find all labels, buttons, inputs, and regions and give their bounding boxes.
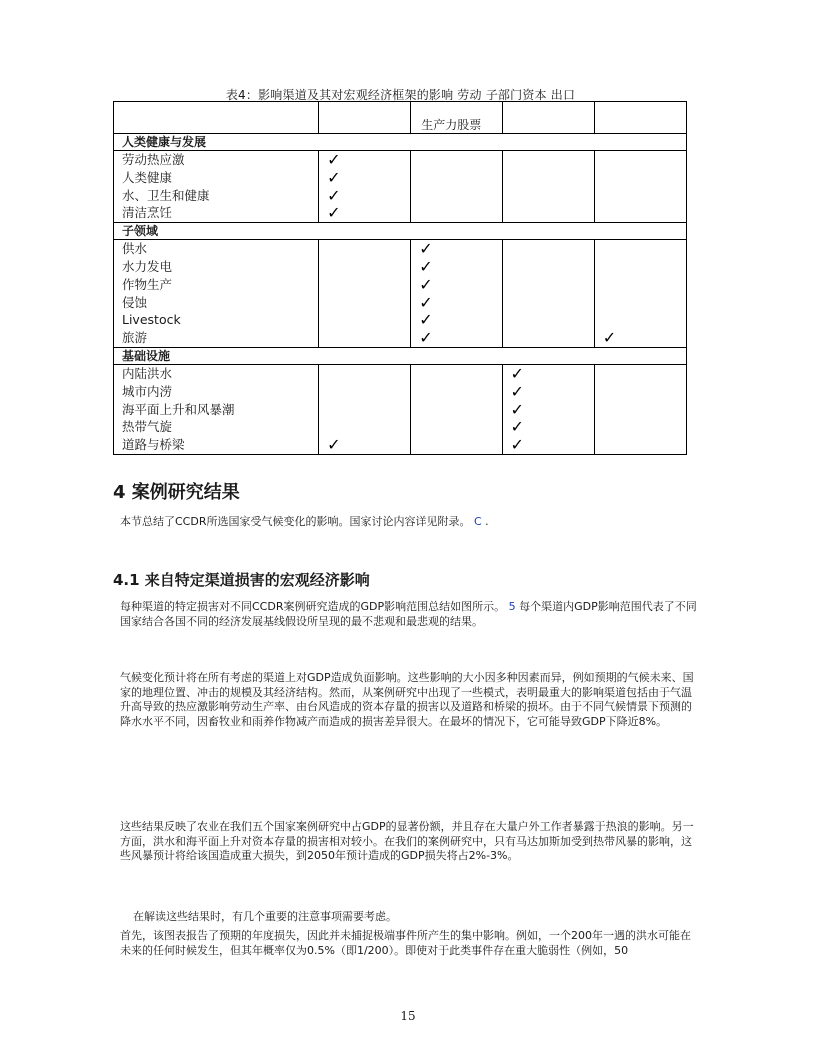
table-section-body: [114, 364, 687, 454]
check-slot: [503, 276, 594, 294]
check-slot: [319, 258, 410, 276]
header-cell-1: [319, 102, 411, 134]
check-slot: [319, 204, 410, 222]
check-slot: [503, 401, 594, 419]
check-slot: [503, 204, 594, 222]
check-slot: [595, 294, 686, 312]
checkmark-icon: ✓: [510, 399, 524, 419]
channel-label: 水、卫生和健康: [122, 187, 210, 203]
channel-label: 海平面上升和风暴潮: [122, 401, 235, 417]
check-slot: [503, 436, 594, 454]
table-header-row: [114, 102, 687, 134]
header-cell-productivity-stock: 生产力股票: [411, 102, 502, 134]
channel-label: 旅游: [122, 330, 148, 346]
check-slot: [595, 401, 686, 419]
check-slot: [411, 240, 501, 258]
check-slot: [319, 383, 410, 401]
check-slot: [319, 365, 410, 383]
check-slot: [411, 151, 501, 169]
paragraph-caveats-intro: 在解读这些结果时，有几个重要的注意事项需要考虑。: [133, 910, 397, 923]
impact-column-cell: [594, 151, 686, 223]
channel-label-cell: [114, 364, 319, 454]
impact-column-cell: [319, 240, 411, 348]
channel-label: 水力发电: [122, 258, 173, 274]
check-slot: [595, 204, 686, 222]
check-slot: [411, 383, 501, 401]
check-slot: [503, 169, 594, 187]
channel-label-cell: [114, 240, 319, 348]
check-slot: [319, 294, 410, 312]
check-slot: [411, 401, 501, 419]
check-slot: [595, 169, 686, 187]
check-slot: [595, 151, 686, 169]
check-slot: [411, 169, 501, 187]
check-slot: [595, 383, 686, 401]
impact-column-cell: [502, 151, 594, 223]
table-section-header: [114, 347, 687, 364]
check-slot: [319, 169, 410, 187]
impact-column-cell: [502, 364, 594, 454]
channel-label: 热带气旋: [122, 419, 173, 435]
checkmark-icon: ✓: [510, 417, 524, 437]
impact-column-cell: [319, 151, 411, 223]
checkmark-icon: ✓: [327, 167, 341, 187]
check-slot: [411, 418, 501, 436]
check-slot: [595, 258, 686, 276]
page-number: 15: [400, 1009, 416, 1023]
check-slot: [595, 311, 686, 329]
checkmark-icon: ✓: [510, 435, 524, 455]
impact-channel-table: [113, 101, 687, 455]
check-slot: [503, 258, 594, 276]
check-slot: [595, 240, 686, 258]
checkmark-icon: ✓: [419, 292, 433, 312]
channel-label: 侵蚀: [122, 294, 148, 310]
check-slot: [319, 240, 410, 258]
check-slot: [319, 401, 410, 419]
check-slot: [503, 329, 594, 347]
channel-label: 作物生产: [122, 276, 173, 292]
check-slot: [319, 151, 410, 169]
impact-column-cell: [594, 240, 686, 348]
paragraph-expected-annual-losses: 首先，该图表报告了预期的年度损失，因此并未捕捉极端事件所产生的集中影响。例如，一个200年一遇的洪水可能在未来的任何时候发生，但其年概率仅为0.5%（即1/200）。即使对于此类事件存在重大脆弱性（例如，50: [120, 929, 691, 957]
checkmark-icon: ✓: [602, 328, 617, 348]
section-title: 子领域: [114, 223, 687, 240]
header-cell-0: [114, 102, 319, 134]
check-slot: [319, 276, 410, 294]
checkmark-icon: ✓: [419, 274, 433, 294]
check-slot: [411, 294, 501, 312]
figure-5-link[interactable]: 5: [508, 600, 516, 613]
check-slot: [319, 187, 410, 205]
impact-column-cell: [411, 151, 502, 223]
table-section-header: [114, 223, 687, 240]
table-section-body: [114, 240, 687, 348]
section-4-1-heading: 4.1 来自特定渠道损害的宏观经济影响: [113, 571, 370, 589]
checkmark-icon: ✓: [419, 256, 433, 276]
section-title: 人类健康与发展: [114, 134, 687, 151]
channel-label: Livestock: [122, 312, 181, 328]
check-slot: [595, 436, 686, 454]
check-slot: [319, 311, 410, 329]
header-cell-3: [502, 102, 594, 134]
checkmark-icon: ✓: [327, 435, 341, 455]
paragraph-gdp-range-summary: 每种渠道的特定损害对不同CCDR案例研究造成的GDP影响范围总结如图所示。 5 每个渠道内GDP影响范围代表了不同国家结合各国不同的经济发展基线假设所呈现的最不悲观和最悲观的结果。: [120, 600, 697, 628]
check-slot: [595, 187, 686, 205]
check-slot: [503, 187, 594, 205]
checkmark-icon: ✓: [327, 150, 341, 169]
check-slot: [503, 240, 594, 258]
check-slot: [319, 329, 410, 347]
channel-label: 城市内涝: [122, 383, 173, 399]
check-slot: [595, 329, 686, 347]
check-slot: [319, 418, 410, 436]
impact-column-cell: [594, 364, 686, 454]
channel-label: 供水: [122, 241, 148, 257]
paragraph-climate-impacts: 气候变化预计将在所有考虑的渠道上对GDP造成负面影响。这些影响的大小因多种因素而异，例如预期的气候未来、国家的地理位置、冲击的规模及其经济结构。然而，从案例研究中出现了一些模式，表明最重大的影响渠道包括由于气温升高导致的热应激影响劳动生产率、由台风造成的资本存量的损害以及道路和桥梁的损坏。由于不同气候情景下预测的降水水平不同，因畜牧业和雨养作物减产而造成的损害差异很大。在最坏的情况下，它可能导致GDP下降近8%。: [120, 671, 694, 728]
section-4-heading: 4 案例研究结果: [113, 482, 240, 503]
check-slot: [411, 365, 501, 383]
check-slot: [503, 294, 594, 312]
appendix-c-link[interactable]: C: [473, 515, 482, 528]
checkmark-icon: ✓: [419, 239, 433, 259]
channel-label: 道路与桥梁: [122, 437, 185, 453]
check-slot: [595, 276, 686, 294]
impact-column-cell: [319, 364, 411, 454]
channel-label-cell: [114, 151, 319, 223]
check-slot: [319, 436, 410, 454]
channel-label: 清洁烹饪: [122, 205, 173, 221]
impact-column-cell: [502, 240, 594, 348]
checkmark-icon: ✓: [327, 203, 341, 223]
channel-label: 内陆洪水: [122, 365, 173, 381]
paragraph-agriculture-share: 这些结果反映了农业在我们五个国家案例研究中占GDP的显著份额，并且存在大量户外工作者暴露于热浪的影响。另一方面，洪水和海平面上升对资本存量的损害相对较小。在我们的案例研究中，只有马达加斯加受到热带风暴的影响，这些风暴预计将给该国造成重大损失，到2050年预计造成的GDP损失将占2%-3%。: [120, 820, 694, 862]
channel-label: 劳动热应激: [122, 152, 185, 167]
table-section-header: [114, 134, 687, 151]
table-caption: 表4：影响渠道及其对宏观经济框架的影响 劳动 子部门资本 出口: [225, 88, 576, 102]
checkmark-icon: ✓: [419, 328, 433, 348]
section-4-intro: 本节总结了CCDR所选国家受气候变化的影响。国家讨论内容详见附录。 C .: [120, 515, 489, 528]
check-slot: [503, 383, 594, 401]
check-slot: [503, 418, 594, 436]
check-slot: [595, 365, 686, 383]
checkmark-icon: ✓: [327, 185, 341, 205]
check-slot: [411, 436, 501, 454]
check-slot: [411, 311, 501, 329]
section-title: 基础设施: [114, 347, 687, 364]
check-slot: [411, 329, 501, 347]
check-slot: [411, 258, 501, 276]
checkmark-icon: ✓: [510, 363, 524, 383]
check-slot: [503, 151, 594, 169]
check-slot: [411, 187, 501, 205]
channel-label: 人类健康: [122, 169, 173, 185]
table-section-body: [114, 151, 687, 223]
check-slot: [595, 418, 686, 436]
checkmark-icon: ✓: [510, 381, 524, 401]
impact-column-cell: [411, 364, 502, 454]
check-slot: [503, 365, 594, 383]
check-slot: [411, 276, 501, 294]
impact-column-cell: [411, 240, 502, 348]
checkmark-icon: ✓: [419, 310, 433, 330]
impact-channel-table-body: [114, 102, 687, 455]
header-cell-4: [594, 102, 686, 134]
check-slot: [503, 311, 594, 329]
check-slot: [411, 204, 501, 222]
